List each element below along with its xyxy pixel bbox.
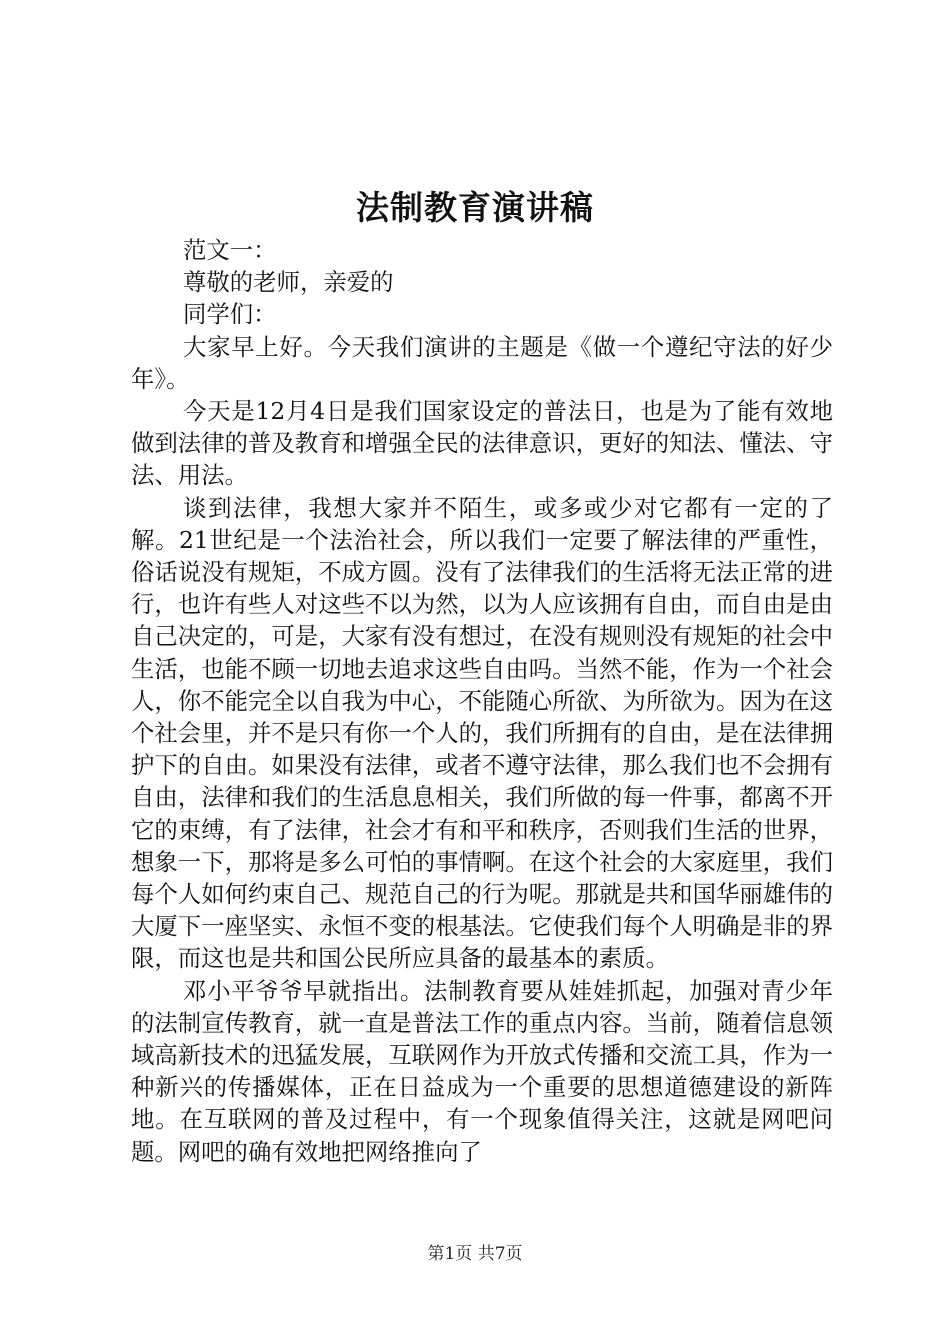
greeting-line-1: 尊敬的老师，亲爱的 (183, 268, 394, 297)
page-footer: 第1页 共7页 (427, 1244, 523, 1264)
paragraph-freedom-and-law: 谈到法律，我想大家并不陌生，或多或少对它都有一定的了解。21世纪是一个法治社会，所以我们一定要了解法律的严重性，俗话说没有规矩，不成方圆。没有了法律我们的生活将无法正常的进行，也许有些人对这些不以为然，以为人应该拥有自由，而自由是由自己决定的，可是，大家有没有想过，在没有规则没有规矩的社会中生活，也能不顾一切地去追求这些自由吗。当然不能，作为一个社会人，你不能完全以自我为中心，不能随心所欲、为所欲为。因为在这个社会里，并不是只有你一个人的，我们所拥有的自由，是在法律拥护下的自由。如果没有法律，或者不遵守法律，那么我们也不会拥有自由，法律和我们的生活息息相关，我们所做的每一件事，都离不开它的束缚，有了法律，社会才有和平和秩序，否则我们生活的世界，想象一下，那将是多么可怕的事情啊。在这个社会的大家庭里，我们每个人如何约束自己、规范自己的行为呢。那就是共和国华丽雄伟的大厦下一座坚实、永恒不变的根基法。它使我们每个人明确是非的界限，而这也是共和国公民所应具备的最基本的素质。 (131, 493, 833, 973)
paragraph-law-day: 今天是12月4日是我们国家设定的普法日，也是为了能有效地做到法律的普及教育和增强全民的法律意识，更好的知法、懂法、守法、用法。 (131, 397, 833, 490)
document-body (131, 234, 833, 1168)
sample-label: 范文一： (183, 236, 277, 264)
greeting-line-2: 同学们： (183, 300, 277, 329)
document-title: 法制教育演讲稿 (356, 188, 594, 227)
paragraph-opening: 大家早上好。今天我们演讲的主题是《做一个遵纪守法的好少年》。 (131, 332, 833, 393)
paragraph-legal-education: 邓小平爷爷早就指出。法制教育要从娃娃抓起，加强对青少年的法制宣传教育，就一直是普法工作的重点内容。当前，随着信息领域高新技术的迅猛发展，互联网作为开放式传播和交流工具，作为一种新兴的传播媒体，正在日益成为一个重要的思想道德建设的新阵地。在互联网的普及过程中，有一个现象值得关注，这就是网吧问题。网吧的确有效地把网络推向了 (131, 976, 833, 1166)
